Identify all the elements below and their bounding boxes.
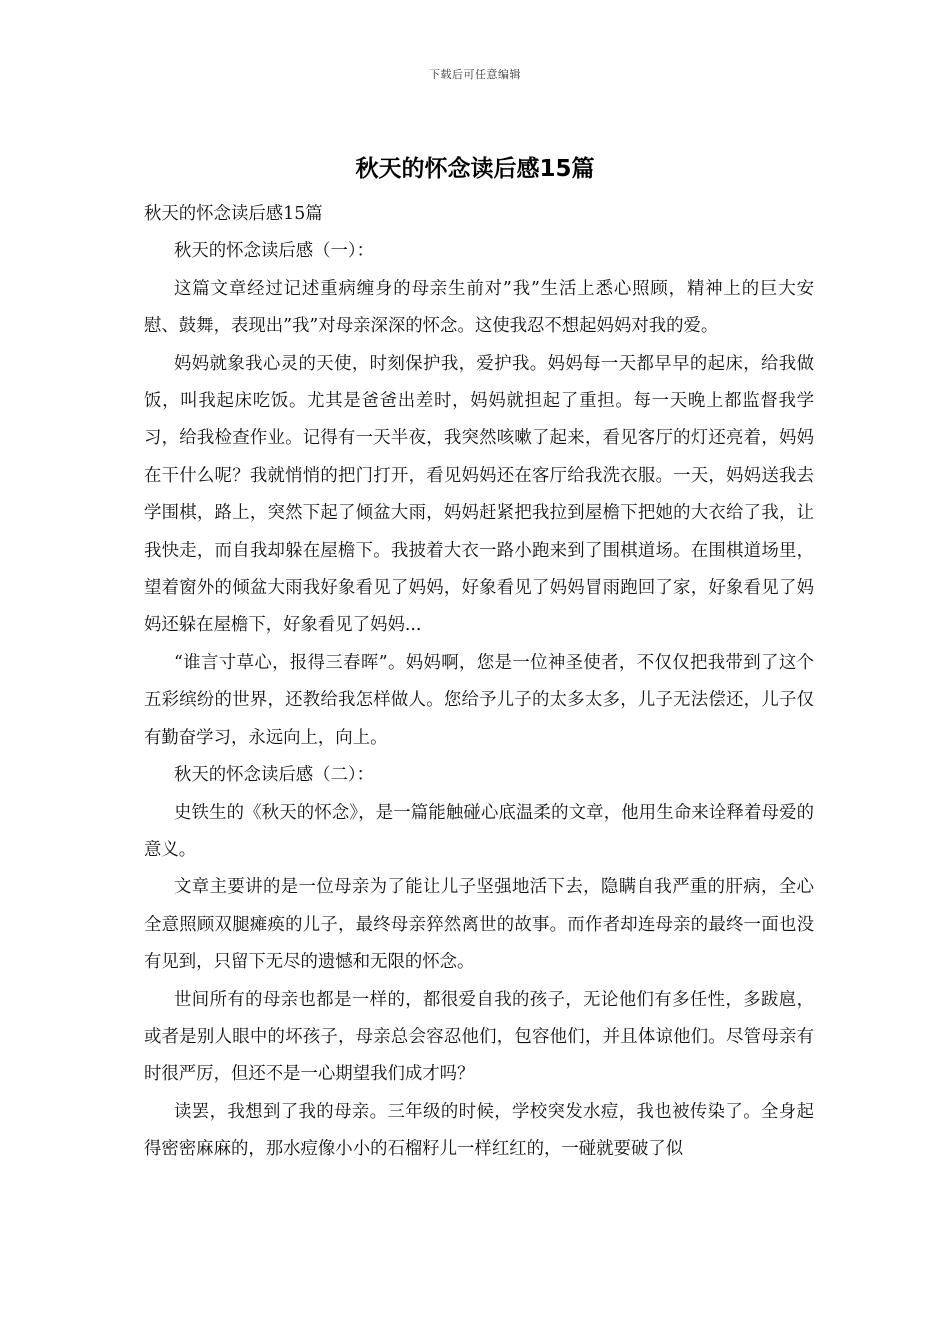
body-paragraph: 这篇文章经过记述重病缠身的母亲生前对”我”生活上悉心照顾，精神上的巨大安慰、鼓舞，表现出”我”对母亲深深的怀念。这使我忍不想起妈妈对我的爱。 — [144, 278, 814, 337]
body-paragraph: 文章主要讲的是一位母亲为了能让儿子坚强地活下去，隐瞒自我严重的肝病，全心全意照顾双腿瘫痪的儿子，最终母亲猝然离世的故事。而作者却连母亲的最终一面也没有见到，只留下无尽的遗憾和无限的怀念。 — [144, 877, 814, 973]
header-note: 下载后可任意编辑 — [429, 68, 521, 81]
subtitle-line: 秋天的怀念读后感15篇 — [144, 204, 323, 224]
body-paragraph: 妈妈就象我心灵的天使，时刻保护我，爱护我。妈妈每一天都早早的起床，给我做饭，叫我起床吃饭。尤其是爸爸出差时，妈妈就担起了重担。每一天晚上都监督我学习，给我检查作业。记得有一天半夜，我突然咳嗽了起来，看见客厅的灯还亮着，妈妈在干什么呢？我就悄悄的把门打开，看见妈妈还在客厅给我洗衣服。一天，妈妈送我去学围棋，路上，突然下起了倾盆大雨，妈妈赶紧把我拉到屋檐下把她的大衣给了我，让我快走，而自我却躲在屋檐下。我披着大衣一路小跑来到了围棋道场。在围棋道场里，望着窗外的倾盆大雨我好象看见了妈妈，好象看见了妈妈冒雨跑回了家，好象看见了妈妈还躲在屋檐下，好象看见了妈妈... — [144, 353, 814, 636]
body-paragraph: 世间所有的母亲也都是一样的，都很爱自我的孩子，无论他们有多任性，多跋扈，或者是别人眼中的坏孩子，母亲总会容忍他们，包容他们，并且体谅他们。尽管母亲有时很严厉，但还不是一心期望我们成才吗？ — [144, 989, 814, 1085]
body-paragraph: 史铁生的《秋天的怀念》，是一篇能触碰心底温柔的文章，他用生命来诠释着母爱的意义。 — [144, 802, 814, 860]
section-heading-2: 秋天的怀念读后感（二）： — [174, 765, 374, 786]
document-body — [144, 196, 814, 1169]
body-paragraph: 读罢，我想到了我的母亲。三年级的时候，学校突发水痘，我也被传染了。全身起得密密麻麻的，那水痘像小小的石榴籽儿一样红红的，一碰就要破了似 — [144, 1101, 814, 1160]
document-title: 秋天的怀念读后感15篇 — [355, 156, 595, 182]
section-heading-1: 秋天的怀念读后感（一）： — [174, 241, 374, 262]
body-paragraph: “谁言寸草心，报得三春晖”。妈妈啊，您是一位神圣使者，不仅仅把我带到了这个五彩缤纷的世界，还教给我怎样做人。您给予儿子的太多太多，儿子无法偿还，儿子仅有勤奋学习，永远向上，向上。 — [144, 652, 814, 748]
